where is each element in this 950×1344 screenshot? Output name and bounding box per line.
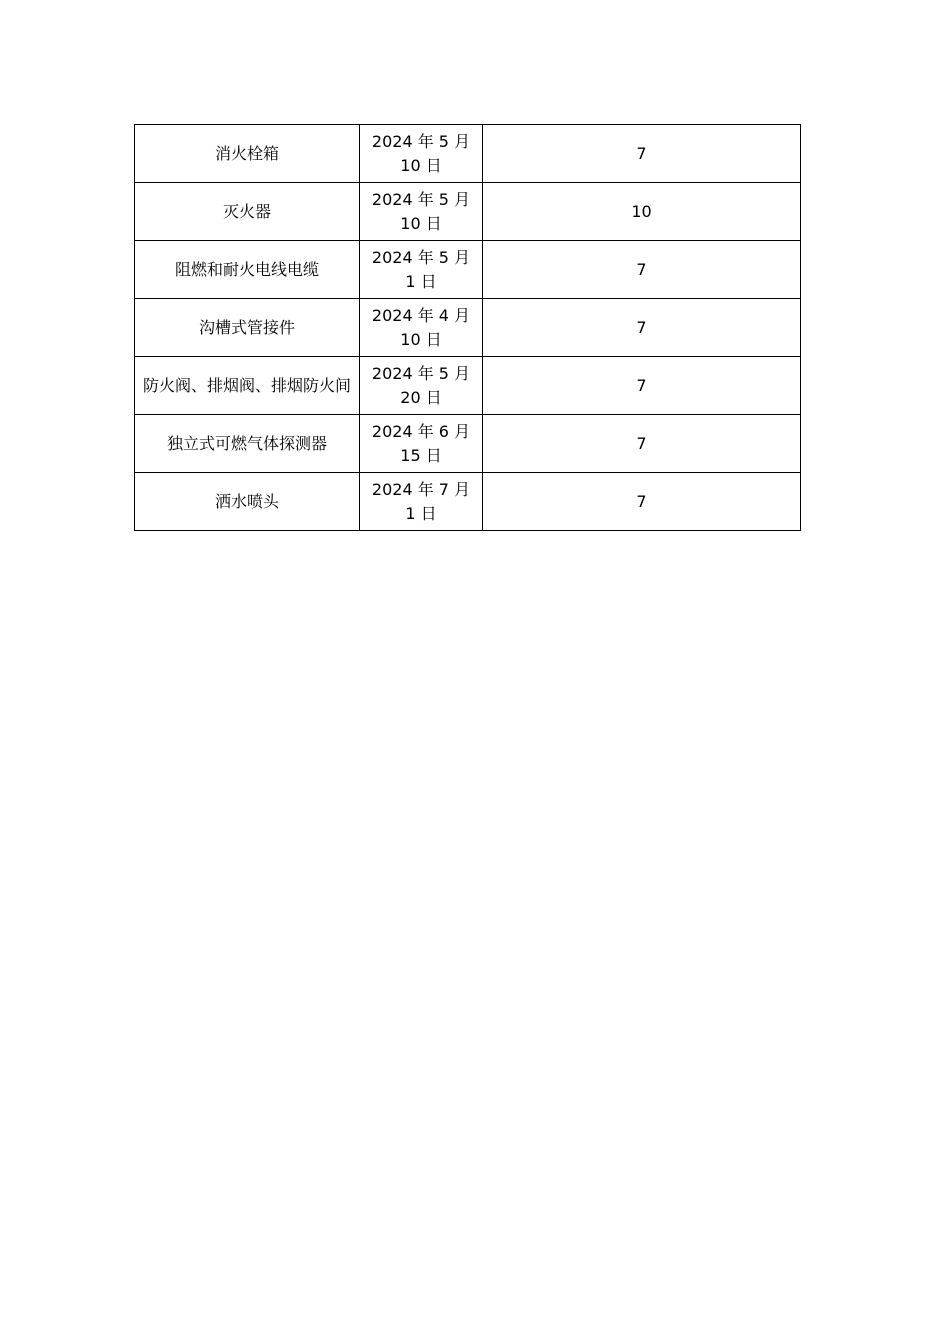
date-cell (360, 415, 483, 473)
date-line: 10 日 (400, 329, 442, 349)
date-line: 15 日 (400, 445, 442, 465)
value-cell: 10 (483, 183, 801, 241)
date-line: 2024 年 7 月 (371, 479, 471, 499)
value-cell: 7 (483, 473, 801, 531)
date-line: 2024 年 5 月 (371, 363, 471, 383)
value-cell: 7 (483, 415, 801, 473)
date-line: 20 日 (400, 387, 442, 407)
table-row (135, 357, 801, 415)
value-cell: 7 (483, 241, 801, 299)
date-line: 1 日 (405, 271, 437, 291)
date-cell (360, 125, 483, 183)
product-date-table (134, 124, 801, 531)
value-cell: 7 (483, 299, 801, 357)
value-cell: 7 (483, 125, 801, 183)
table-row (135, 473, 801, 531)
date-line: 1 日 (405, 503, 437, 523)
table-row (135, 299, 801, 357)
date-cell (360, 183, 483, 241)
date-line: 2024 年 5 月 (371, 189, 471, 209)
table-row (135, 125, 801, 183)
item-cell: 防火阀、排烟阀、排烟防火间 (135, 357, 360, 415)
date-line: 10 日 (400, 155, 442, 175)
item-cell: 灭火器 (135, 183, 360, 241)
item-cell: 独立式可燃气体探测器 (135, 415, 360, 473)
date-cell (360, 241, 483, 299)
value-cell: 7 (483, 357, 801, 415)
date-line: 2024 年 6 月 (371, 421, 471, 441)
date-cell (360, 473, 483, 531)
table-row (135, 415, 801, 473)
table-row (135, 241, 801, 299)
date-line: 2024 年 4 月 (371, 305, 471, 325)
date-cell (360, 357, 483, 415)
item-cell: 沟槽式管接件 (135, 299, 360, 357)
table-row (135, 183, 801, 241)
date-line: 2024 年 5 月 (371, 131, 471, 151)
item-cell: 消火栓箱 (135, 125, 360, 183)
date-cell (360, 299, 483, 357)
item-cell: 洒水喷头 (135, 473, 360, 531)
date-line: 10 日 (400, 213, 442, 233)
date-line: 2024 年 5 月 (371, 247, 471, 267)
item-cell: 阻燃和耐火电线电缆 (135, 241, 360, 299)
